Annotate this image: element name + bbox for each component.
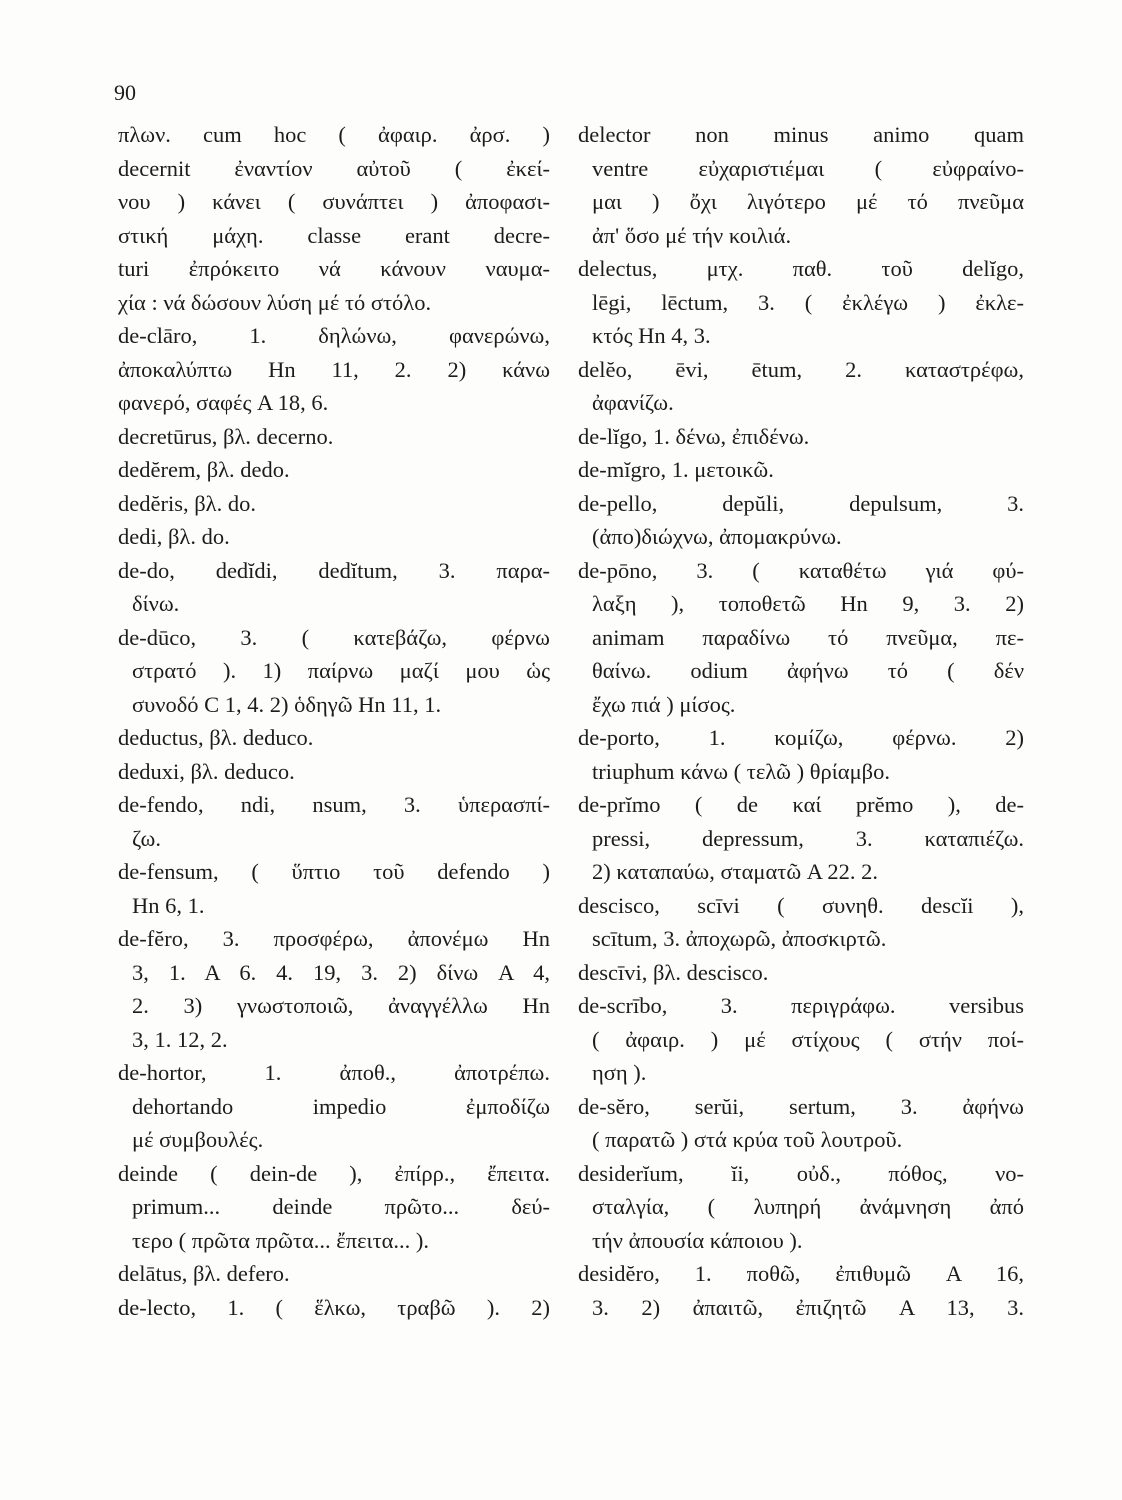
dictionary-line: de-lecto, 1. ( ἕλκω, τραβῶ ). 2)	[118, 1294, 550, 1320]
dictionary-line: 3. 2) ἀπαιτῶ, ἐπιζητῶ A 13, 3.	[592, 1294, 1024, 1320]
dictionary-line: desiderĭum, ĭi, οὐδ., πόθος, νο-	[578, 1160, 1024, 1186]
page-number: 90	[114, 80, 136, 105]
dictionary-line: σταλγία, ( λυπηρή ἀνάμνηση ἀπό	[592, 1194, 1024, 1219]
dictionary-line: de-scrībo, 3. περιγράφω. versibus	[578, 993, 1024, 1018]
dictionary-line: 3, 1. 12, 2.	[132, 1026, 228, 1052]
dictionary-line: de-do, dedĭdi, dedĭtum, 3. παρα-	[118, 557, 550, 583]
dictionary-line: delĕo, ēvi, ētum, 2. καταστρέφω,	[578, 356, 1024, 382]
dictionary-line: ( ἀφαιρ. ) μέ στίχους ( στήν ποί-	[592, 1026, 1024, 1052]
dictionary-line: στρατό ). 1) παίρνω μαζί μου ὡς	[132, 658, 550, 683]
dictionary-line: dedi, βλ. do.	[118, 524, 230, 549]
dictionary-line: delector non minus animo quam	[578, 122, 1024, 147]
dictionary-line: de-hortor, 1. ἀποθ., ἀποτρέπω.	[118, 1060, 550, 1085]
dictionary-line: delātus, βλ. defero.	[118, 1261, 290, 1286]
dictionary-line: primum... deinde πρῶτο... δεύ-	[132, 1194, 550, 1219]
dictionary-line: (ἀπο)διώχνω, ἀπομακρύνω.	[592, 524, 842, 549]
dictionary-line: pressi, depressum, 3. καταπιέζω.	[592, 825, 1024, 851]
dictionary-line: Hn 6, 1.	[132, 892, 205, 918]
dictionary-line: λαξη ), τοποθετῶ Hn 9, 3. 2)	[592, 591, 1024, 616]
dictionary-line: decernit ἐναντίον αὐτοῦ ( ἐκεί-	[118, 155, 550, 181]
dictionary-line: ἀπ' ὅσο μέ τήν κοιλιά.	[592, 222, 792, 248]
dictionary-line: delectus, μτχ. παθ. τοῦ delĭgo,	[578, 256, 1024, 281]
dictionary-line: χία : νά δώσουν λύση μέ τό στόλο.	[118, 289, 432, 315]
dictionary-line: descīvi, βλ. descisco.	[578, 959, 769, 985]
dictionary-line: de-prĭmo ( de καί prĕmo ), de-	[578, 792, 1024, 817]
dictionary-line: de-clāro, 1. δηλώνω, φανερώνω,	[118, 323, 550, 348]
dictionary-line: ( παρατῶ ) στά κρύα τοῦ λουτροῦ.	[592, 1127, 903, 1152]
dictionary-line: de-fendo, ndi, nsum, 3. ὑπερασπί-	[118, 792, 550, 817]
dictionary-line: 2) καταπαύω, σταματῶ A 22. 2.	[592, 859, 879, 884]
dictionary-line: ἀφανίζω.	[592, 390, 674, 415]
dictionary-line: ἀποκαλύπτω Hn 11, 2. 2) κάνω	[118, 356, 550, 382]
left-column	[118, 118, 550, 1324]
dictionary-line: στική μάχη. classe erant decre-	[118, 222, 550, 248]
dictionary-line: 3, 1. A 6. 4. 19, 3. 2) δίνω A 4,	[132, 959, 550, 985]
dictionary-line: κτός Hn 4, 3.	[592, 323, 711, 348]
dictionary-line: triuphum κάνω ( τελῶ ) θρίαμβο.	[592, 758, 890, 784]
dictionary-line: θαίνω. odium ἀφήνω τό ( δέν	[592, 658, 1024, 683]
dictionary-line: dedĕrem, βλ. dedo.	[118, 457, 290, 482]
dictionary-line: δίνω.	[132, 591, 180, 616]
dictionary-line: μέ συμβουλές.	[132, 1127, 264, 1152]
dictionary-line: πλων. cum hoc ( ἀφαιρ. ἀρσ. )	[118, 122, 550, 147]
dictionary-line: de-lĭgo, 1. δένω, ἐπιδένω.	[578, 423, 810, 449]
dictionary-line: de-pōno, 3. ( καταθέτω γιά φύ-	[578, 557, 1024, 583]
dictionary-line: 2. 3) γνωστοποιῶ, ἀναγγέλλω Hn	[132, 993, 550, 1018]
dictionary-line: deductus, βλ. deduco.	[118, 725, 314, 750]
dictionary-line: τερο ( πρῶτα πρῶτα... ἔπειτα... ).	[132, 1227, 430, 1253]
dictionary-line: deduxi, βλ. deduco.	[118, 758, 295, 784]
dictionary-line: animam παραδίνω τό πνεῦμα, πε-	[592, 624, 1024, 650]
dictionary-line: de-dūco, 3. ( κατεβάζω, φέρνω	[118, 624, 550, 650]
dictionary-line: φανερό, σαφές A 18, 6.	[118, 390, 329, 415]
dictionary-line: νου ) κάνει ( συνάπτει ) ἀποφασι-	[118, 189, 550, 214]
dictionary-line: de-porto, 1. κομίζω, φέρνω. 2)	[578, 725, 1024, 750]
dictionary-line: lēgi, lēctum, 3. ( ἐκλέγω ) ἐκλε-	[592, 289, 1024, 315]
dictionary-line: de-mĭgro, 1. μετοικῶ.	[578, 457, 774, 482]
dictionary-line: ηση ).	[592, 1060, 647, 1085]
dictionary-line: ἔχω πιά ) μίσος.	[592, 691, 736, 717]
dictionary-line: desidĕro, 1. ποθῶ, ἐπιθυμῶ A 16,	[578, 1261, 1024, 1286]
dictionary-line: descisco, scīvi ( συνηθ. descĭi ),	[578, 892, 1024, 918]
dictionary-line: deinde ( dein-de ), ἐπίρρ., ἔπειτα.	[118, 1160, 550, 1186]
dictionary-line: μαι ) ὄχι λιγότερο μέ τό πνεῦμα	[592, 189, 1024, 214]
dictionary-line: συνοδό C 1, 4. 2) ὁδηγῶ Hn 11, 1.	[132, 691, 442, 717]
dictionary-line: ζω.	[132, 825, 161, 851]
dictionary-line: de-fensum, ( ὕπτιο τοῦ defendo )	[118, 859, 550, 884]
dictionary-line: ventre εὐχαριστιέμαι ( εὐφραίνο-	[592, 155, 1024, 181]
dictionary-line: dehortando impedio ἐμποδίζω	[132, 1093, 550, 1119]
dictionary-line: de-pello, depŭli, depulsum, 3.	[578, 490, 1024, 516]
dictionary-line: scītum, 3. ἀποχωρῶ, ἀποσκιρτῶ.	[592, 926, 887, 951]
dictionary-line: dedĕris, βλ. do.	[118, 490, 256, 516]
dictionary-line: de-fĕro, 3. προσφέρω, ἀπονέμω Hn	[118, 926, 550, 951]
dictionary-line: τήν ἀπουσία κάποιου ).	[592, 1227, 803, 1253]
right-column	[578, 118, 1024, 1324]
dictionary-line: decretūrus, βλ. decerno.	[118, 423, 334, 449]
dictionary-line: de-sĕro, serŭi, sertum, 3. ἀφήνω	[578, 1093, 1024, 1119]
dictionary-line: turi ἐπρόκειτο νά κάνουν ναυμα-	[118, 256, 550, 281]
